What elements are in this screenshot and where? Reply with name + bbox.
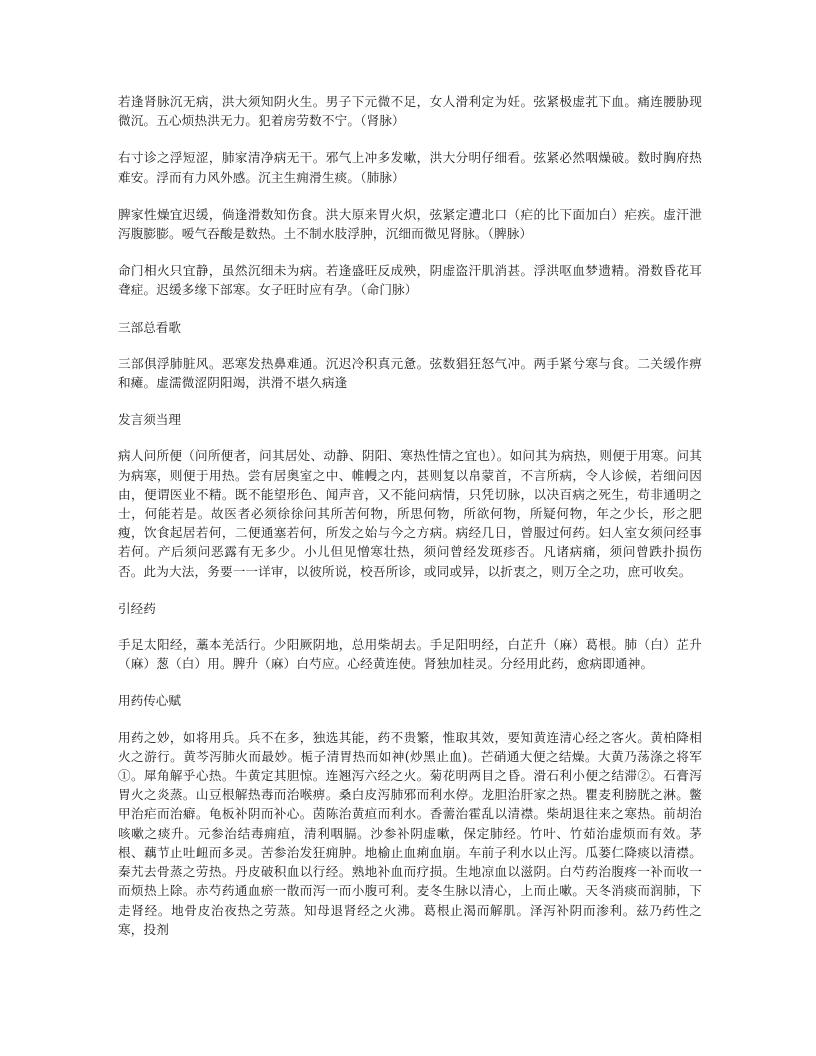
paragraph-lung-pulse: 右寸诊之浮短涩，肺家清净病无干。邪气上冲多发嗽，洪大分明仔细看。弦紧必然咽燥破。数时胸府热难安。浮而有力风外感。沉主生痈滑生痰。（肺脉）	[118, 150, 702, 185]
paragraph-kidney-pulse: 若逢肾脉沉无病，洪大须知阴火生。男子下元微不足，女人滑利定为妊。弦紧极虚芤下血。痛连腰胁现微沉。五心烦热洪无力。犯着房劳数不宁。（肾脉）	[118, 94, 702, 129]
paragraph-speech: 病人问所便（问所便者，问其居处、动静、阴阳、寒热性情之宜也）。如问其为病热，则便于用寒。问其为病寒，则便于用热。尝有居奥室之中、帷幔之内，甚则复以帛蒙首，不言所病，令人诊候，若细问因由，便谓医业不精。既不能望形色、闻声音，又不能问病情，只凭切脉，以决百病之死生，苟非通明之士，何能若是。故医者必须徐徐问其所苦何物，所思何物，所欲何物，所疑何物，年之少长，形之肥瘦，饮食起居若何，二便通塞若何，所发之始与今之方病。病经几日，曾服过何药。妇人室女须问经事若何。产后须问恶露有无多少。小儿但见憎寒壮热，须问曾经发斑疹否。凡诸病痛，须问曾跌扑损伤否。此为大法，务要一一详审，以彼所说，校吾所诊，或同或异，以折衷之，则万全之功，庶可收矣。	[118, 448, 702, 579]
section-heading-three-parts: 三部总看歌	[118, 319, 181, 335]
paragraph-mingmen-pulse: 命门相火只宜静，虽然沉细未为病。若逢盛旺反成殃，阴虚盗汗肌消甚。浮洪呕血梦遗精。滑数昏花耳聋症。迟缓多缘下部寒。女子旺时应有孕。（命门脉）	[118, 263, 702, 298]
paragraph-three-parts: 三部俱浮肺脏风。恶寒发热鼻难通。沉迟冷积真元惫。弦数猖狂怒气冲。两手紧兮寒与食。二关缓作痹和瘫。虚濡微涩阴阳竭，洪滑不堪久病逢	[118, 355, 702, 391]
document-page	[118, 92, 702, 939]
paragraph-spleen-pulse: 脾家性燥宜迟缓，倘逢滑数知伤食。洪大原来胃火炽，弦紧定遭北口（疟的比下面加白）疟疾。虚汗泄泻腹膨膨。嗳气吞酸是数热。土不制水肢浮肿，沉细而微见肾脉。（脾脉）	[118, 206, 702, 242]
section-heading-medicine-rhapsody: 用药传心赋	[118, 693, 181, 709]
section-heading-guiding-herbs: 引经药	[118, 600, 156, 616]
paragraph-medicine-rhapsody: 用药之妙，如将用兵。兵不在多，独选其能，药不贵繁，惟取其效，要知黄连清心经之客火。黄柏降相火之游行。黄芩泻肺火而最妙。栀子清胃热而如神(炒黑止血)。芒硝通大便之结燥。大黄乃荡涤之将军①。犀角解乎心热。牛黄定其胆惊。连翘泻六经之火。菊花明两目之昏。滑石利小便之结滞②。石膏泻胃火之炎蒸。山豆根解热毒而治喉痹。桑白皮泻肺邪而利水停。龙胆治肝家之热。瞿麦利膀胱之淋。鳖甲治疟而治癖。龟板补阴而补心。茵陈治黄疸而利水。香薷治霍乱以清襟。柴胡退往来之寒热。前胡治咳嗽之痰升。元参治结毒痈疽，清利咽膈。沙参补阴虚嗽，保定肺经。竹叶、竹茹治虚烦而有效。茅根、藕节止吐衄而多灵。苦参治发狂痈肿。地榆止血痢血崩。车前子利水以止泻。瓜蒌仁降痰以清襟。秦艽去骨蒸之劳热。丹皮破积血以行经。熟地补血而疗损。生地凉血以滋阴。白芍药治腹疼一补而收一而烦热上除。赤芍药通血瘀一散而泻一而小腹可利。麦冬生脉以清心，上而止嗽。天冬消痰而润肺，下走肾经。地骨皮治夜热之劳蒸。知母退肾经之火沸。葛根止渴而解肌。泽泻补阴而渗利。兹乃药性之寒，投剂	[118, 729, 702, 937]
paragraph-guiding-herbs: 手足太阳经，藁本羌活行。少阳厥阴地，总用柴胡去。手足阳明经，白芷升（麻）葛根。肺（白）芷升（麻）葱（白）用。脾升（麻）白芍应。心经黄连使。肾独加桂灵。分经用此药，愈病即通神。	[118, 637, 702, 672]
section-heading-speech: 发言须当理	[118, 412, 181, 428]
